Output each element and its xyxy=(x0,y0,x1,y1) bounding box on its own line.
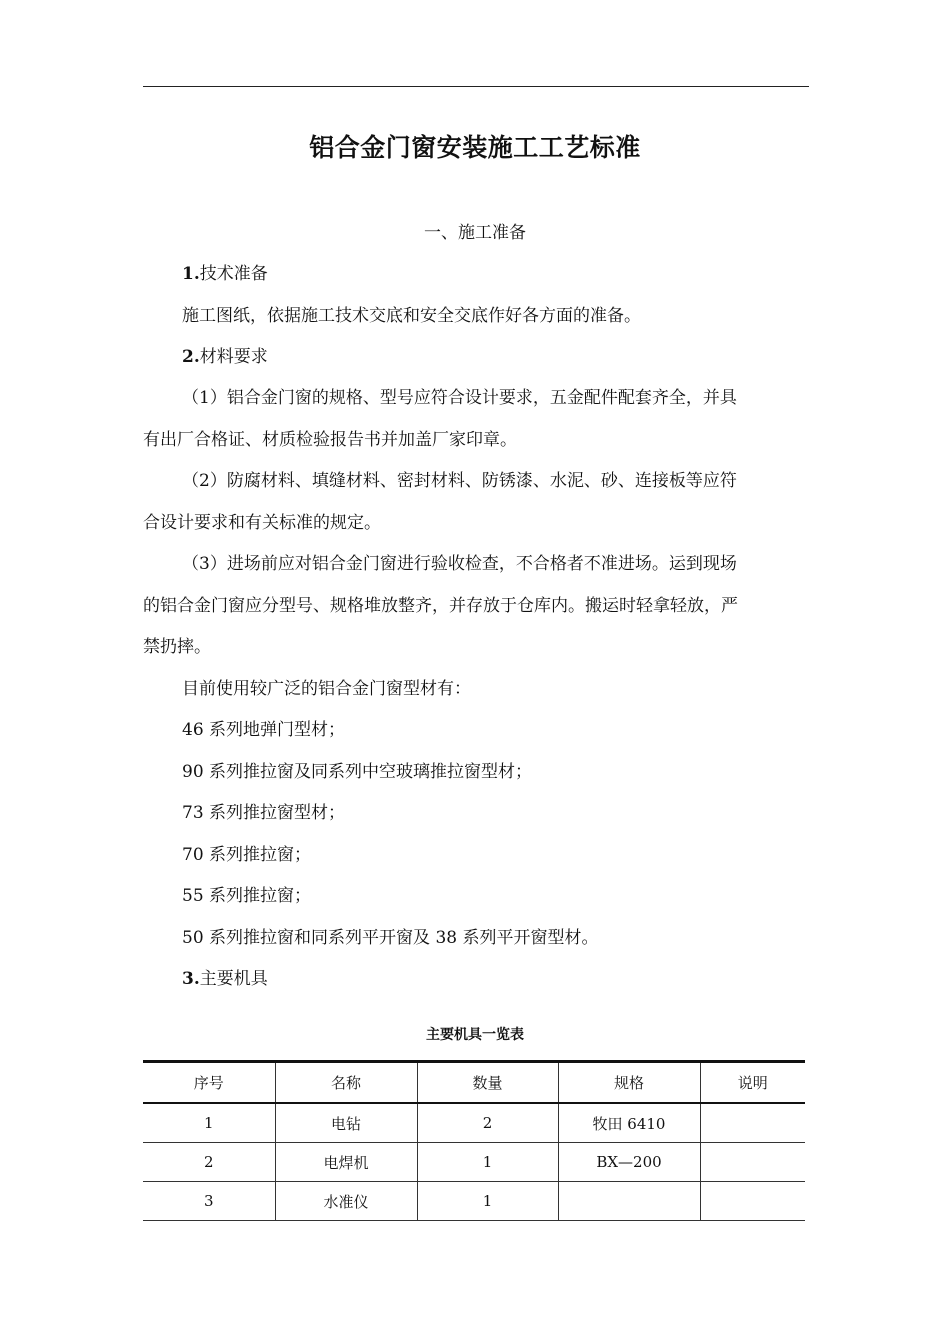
subheading-material-req xyxy=(182,345,268,369)
subheading-main-tools xyxy=(182,967,268,991)
subheading-label: 技术准备 xyxy=(199,264,268,284)
cell-name: 水准仪 xyxy=(275,1182,417,1221)
cell-index: 2 xyxy=(143,1143,275,1182)
cell-name: 电焊机 xyxy=(275,1143,417,1182)
profile-item: 70 系列推拉窗； xyxy=(182,845,312,865)
cell-name: 电钻 xyxy=(275,1103,417,1143)
table-row xyxy=(143,1143,805,1182)
subheading-technical-prep xyxy=(182,262,268,286)
subheading-number: 2. xyxy=(182,347,200,367)
cell-quantity: 2 xyxy=(417,1103,558,1143)
cell-index: 1 xyxy=(143,1103,275,1143)
paragraph-technical-prep: 施工图纸，依据施工技术交底和安全交底作好各方面的准备。 xyxy=(182,306,641,326)
header-quantity: 数量 xyxy=(417,1062,558,1104)
section-heading-preparation: 一、施工准备 xyxy=(424,223,526,243)
profiles-intro: 目前使用较广泛的铝合金门窗型材有： xyxy=(182,679,471,699)
requirement-2-line-2: 合设计要求和有关标准的规定。 xyxy=(143,513,381,533)
profile-item: 46 系列地弹门型材； xyxy=(182,720,346,740)
table-row xyxy=(143,1103,805,1143)
subheading-number: 3. xyxy=(182,969,200,989)
requirement-2-line-1: （2）防腐材料、填缝材料、密封材料、防锈漆、水泥、砂、连接板等应符 xyxy=(182,471,737,491)
cell-quantity: 1 xyxy=(417,1182,558,1221)
requirement-3-line-1: （3）进场前应对铝合金门窗进行验收检查，不合格者不准进场。运到现场 xyxy=(182,554,737,574)
header-name: 名称 xyxy=(275,1062,417,1104)
header-notes: 说明 xyxy=(700,1062,805,1104)
document-title: 铝合金门窗安装施工工艺标准 xyxy=(309,133,641,162)
subheading-label: 主要机具 xyxy=(199,969,268,989)
profile-item: 55 系列推拉窗； xyxy=(182,886,312,906)
cell-spec: BX—200 xyxy=(558,1143,700,1182)
cell-notes xyxy=(700,1103,805,1143)
cell-spec: 牧田 6410 xyxy=(558,1103,700,1143)
tools-table xyxy=(143,1060,805,1221)
header-index: 序号 xyxy=(143,1062,275,1104)
header-rule xyxy=(143,86,809,87)
requirement-1-line-2: 有出厂合格证、材质检验报告书并加盖厂家印章。 xyxy=(143,430,517,450)
table-caption: 主要机具一览表 xyxy=(426,1027,524,1043)
cell-index: 3 xyxy=(143,1182,275,1221)
subheading-label: 材料要求 xyxy=(199,347,268,367)
cell-notes xyxy=(700,1182,805,1221)
requirement-3-line-3: 禁扔摔。 xyxy=(143,637,211,657)
profile-item: 73 系列推拉窗型材； xyxy=(182,803,346,823)
requirement-1-line-1: （1）铝合金门窗的规格、型号应符合设计要求，五金配件配套齐全，并具 xyxy=(182,388,737,408)
profile-item: 50 系列推拉窗和同系列平开窗及 38 系列平开窗型材。 xyxy=(182,928,599,948)
profile-item: 90 系列推拉窗及同系列中空玻璃推拉窗型材； xyxy=(182,762,533,782)
cell-notes xyxy=(700,1143,805,1182)
header-spec: 规格 xyxy=(558,1062,700,1104)
cell-quantity: 1 xyxy=(417,1143,558,1182)
requirement-3-line-2: 的铝合金门窗应分型号、规格堆放整齐，并存放于仓库内。搬运时轻拿轻放，严 xyxy=(143,596,738,616)
table-row xyxy=(143,1182,805,1221)
subheading-number: 1. xyxy=(182,264,200,284)
cell-spec xyxy=(558,1182,700,1221)
table-header-row xyxy=(143,1062,805,1104)
